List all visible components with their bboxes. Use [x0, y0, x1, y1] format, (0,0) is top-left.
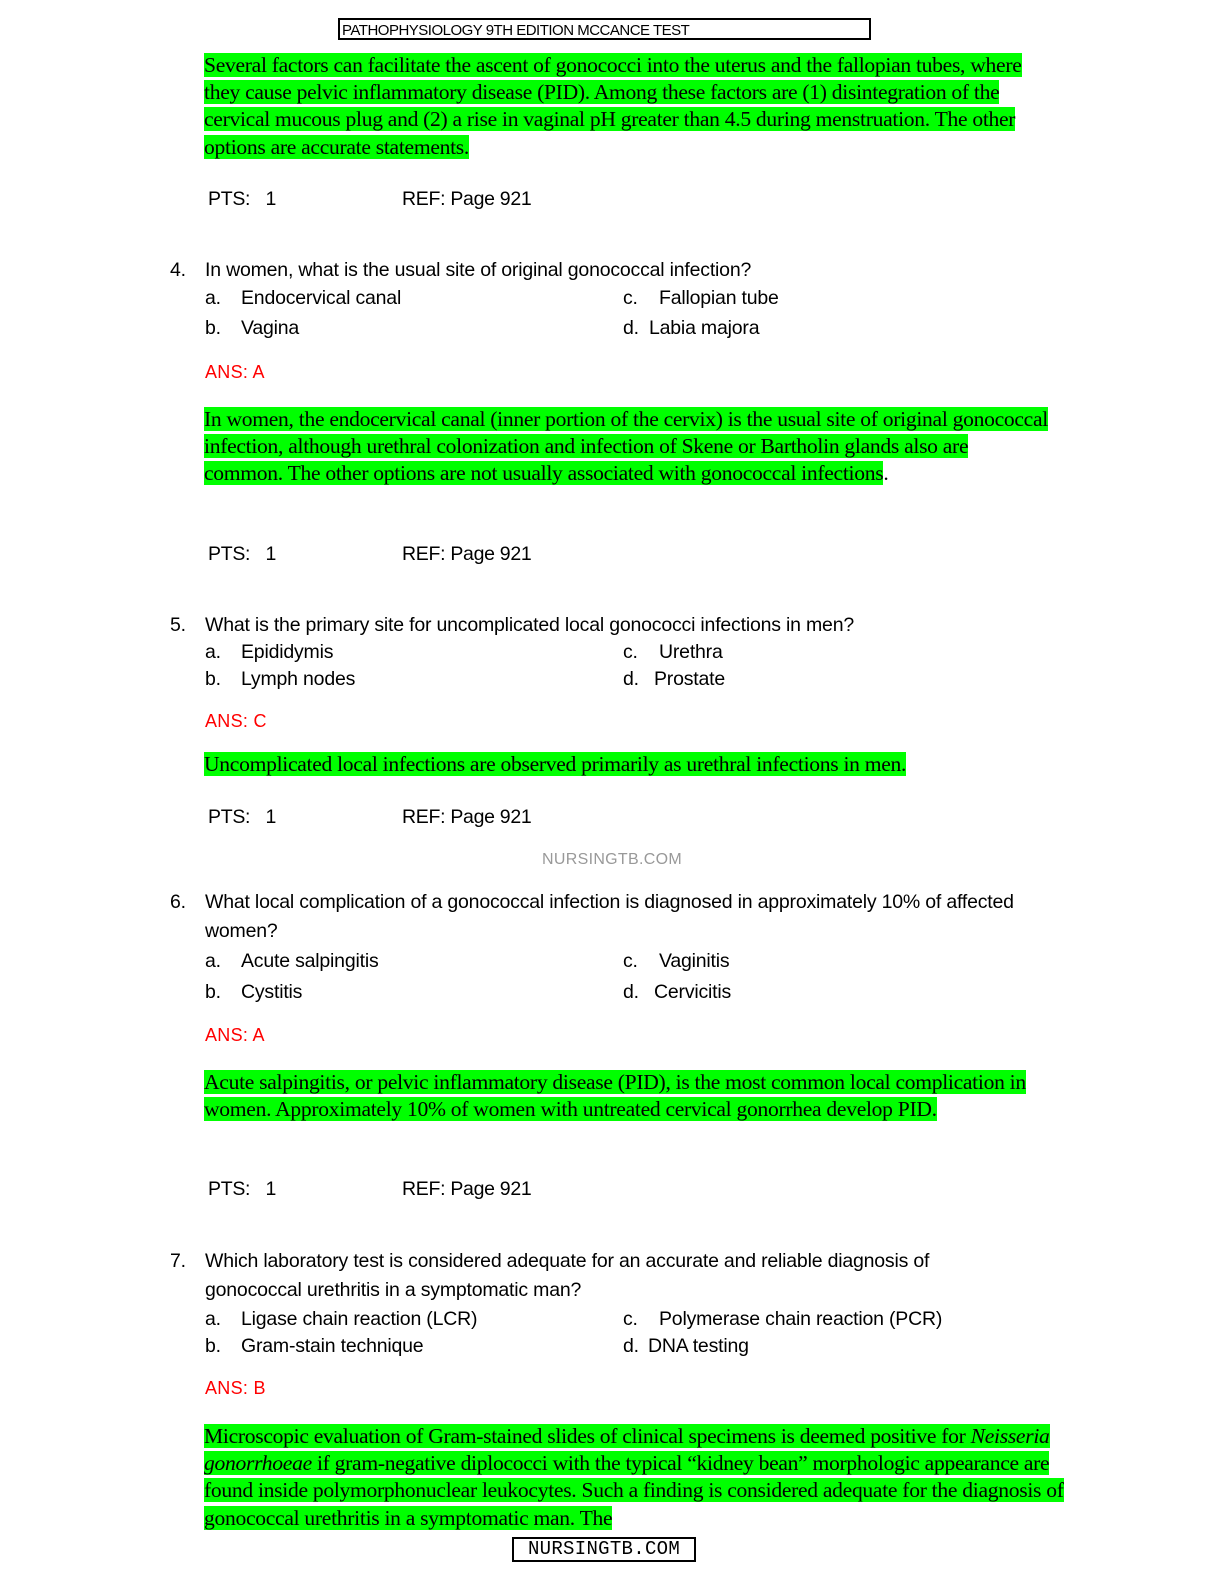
rationale-highlight: Acute salpingitis, or pelvic inflammatory disease (PID), is the most common local complication in women. Approximately 10% of women with untreated cervical gonorrhea develop PID.: [204, 1070, 1026, 1122]
question-text: In women, what is the usual site of original gonococcal infection?: [205, 259, 752, 281]
organism-name: Neisseria gonorrhoeae: [204, 1424, 1050, 1476]
question-text: What local complication of a gonococcal infection is diagnosed in approximately 10% of affected women?: [205, 891, 1014, 942]
option-d: d. DNA testing: [623, 1335, 749, 1357]
pts-q4: PTS: 1: [208, 543, 277, 565]
option-d: d. Cervicitis: [623, 981, 732, 1003]
question-number: 5.: [170, 614, 186, 636]
question-6: [170, 888, 1050, 945]
ref-q6: REF: Page 921: [402, 1178, 532, 1200]
answer-q7: ANS: B: [205, 1378, 266, 1398]
rationale-q6: [204, 1069, 1060, 1123]
footer-site-label: NURSINGTB.COM: [512, 1537, 696, 1562]
rationale-highlight: Microscopic evaluation of Gram-stained slides of clinical specimens is deemed positive for Neisseria gonorrhoeae if gram-negative diplococci with the typical “kidney bean” morphologic appearance are found inside polymorphonuclear leukocytes. Such a finding is considered adequate for the diagnosis of gonococcal urethritis in a symptomatic man. The: [204, 1424, 1064, 1530]
question-text: What is the primary site for uncomplicated local gonococci infections in men?: [205, 614, 854, 636]
page-header-title: PATHOPHYSIOLOGY 9TH EDITION MCCANCE TEST: [338, 18, 871, 40]
ref-q4: REF: Page 921: [402, 543, 532, 565]
question-4: [170, 256, 1050, 285]
option-d: d. Prostate: [623, 668, 726, 690]
option-c: c. Polymerase chain reaction (PCR): [623, 1308, 943, 1330]
option-a: a. Ligase chain reaction (LCR): [205, 1308, 478, 1330]
rationale-highlight: Uncomplicated local infections are observed primarily as urethral infections in men.: [204, 752, 907, 776]
answer-q4: ANS: A: [205, 362, 265, 382]
option-b: b. Gram-stain technique: [205, 1335, 424, 1357]
question-5: [170, 611, 1050, 640]
answer-q6: ANS: A: [205, 1025, 265, 1045]
ref-q5: REF: Page 921: [402, 806, 532, 828]
rationale-q3: [204, 52, 1044, 161]
option-b: b. Lymph nodes: [205, 668, 356, 690]
option-c: c. Fallopian tube: [623, 287, 779, 309]
option-d: d. Labia majora: [623, 317, 760, 339]
question-7: [170, 1247, 1010, 1304]
pts-q5: PTS: 1: [208, 806, 277, 828]
rationale-q4: In women, the endocervical canal (inner portion of the cervix) is the usual site of original gonococcal infection, although urethral colonization and infection of Skene or Bartholin glands also are common. The other options are not usually associated with gonococcal infections.: [204, 407, 1048, 486]
option-b: b. Vagina: [205, 317, 300, 339]
option-a: a. Acute salpingitis: [205, 950, 379, 972]
answer-q5: ANS: C: [205, 711, 267, 731]
rationale-q7: [204, 1423, 1069, 1532]
option-b: b. Cystitis: [205, 981, 303, 1003]
rationale-q5: [204, 751, 1049, 778]
question-number: 6.: [170, 891, 186, 913]
watermark: NURSINGTB.COM: [542, 851, 682, 868]
question-number: 7.: [170, 1250, 186, 1272]
option-a: a. Endocervical canal: [205, 287, 402, 309]
question-number: 4.: [170, 259, 186, 281]
rationale-highlight: In women, the endocervical canal (inner portion of the cervix) is the usual site of original gonococcal infection, although urethral colonization and infection of Skene or Bartholin glands also are common. The other options are not usually associated with gonococcal infections: [204, 407, 1048, 486]
option-c: c. Urethra: [623, 641, 723, 663]
rationale-highlight: Several factors can facilitate the ascent of gonococci into the uterus and the fallopian tubes, where they cause pelvic inflammatory disease (PID). Among these factors are (1) disintegration of the cervical mucous plug and (2) a rise in vaginal pH greater than 4.5 during menstruation. The other options are accurate statements.: [204, 53, 1022, 159]
option-c: c. Vaginitis: [623, 950, 730, 972]
ref-q3: REF: Page 921: [402, 188, 532, 210]
question-text: Which laboratory test is considered adequate for an accurate and reliable diagnosis of gonococcal urethritis in a symptomatic man?: [205, 1250, 930, 1301]
pts-q3: PTS: 1: [208, 188, 277, 210]
pts-q6: PTS: 1: [208, 1178, 277, 1200]
option-a: a. Epididymis: [205, 641, 334, 663]
